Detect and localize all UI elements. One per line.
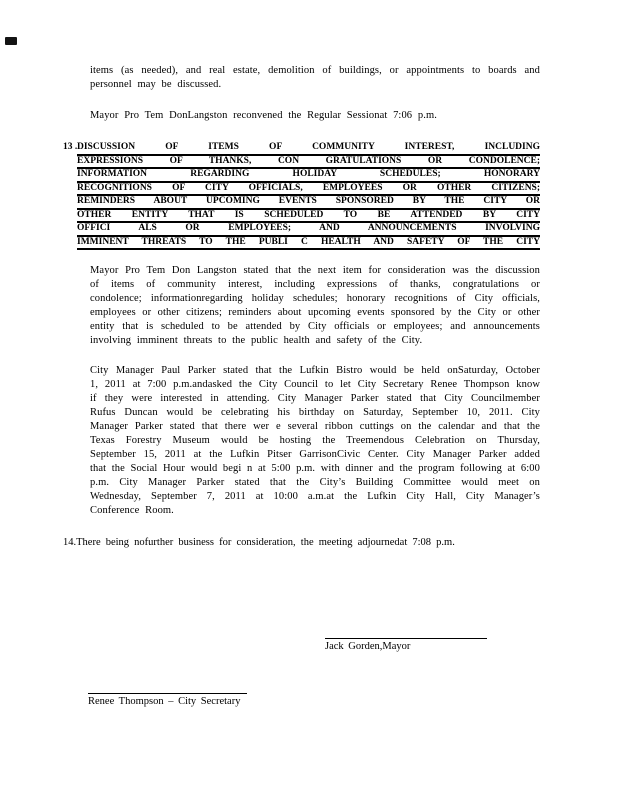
agenda-item-14 [63,536,563,550]
secretary-signature-block [88,693,247,708]
text-line: 1, 2011 at 7:00 p.m.andasked the City Council to let City Secretary Renee Thompson know [90,379,540,390]
heading-line: INFORMATION REGARDING HOLIDAY SCHEDULES; HONORARY [77,169,540,183]
text-line: Mayor Pro Tem Don Langston stated that the next item for consideration was the discussion [90,265,540,276]
intro-paragraph [90,64,540,92]
discussion-paragraph [90,264,540,348]
text-line: entity that is scheduled to be attended by City officials or employees; and announcements [90,321,540,332]
secretary-signature-caption: Renee Thompson – City Secretary [88,696,241,707]
text-line: September 15, 2011 at the Lufkin Pitser GarrisonCivic Center. City Manager Parker added [90,449,540,460]
scan-artifact-mark [5,37,17,45]
heading-line: EXPRESSIONS OF THANKS, CON GRATULATIONS OR CONDOLENCE; [77,156,540,170]
heading-line-text: DISCUSSION OF ITEMS OF COMMUNITY INTEREST, INCLUDING [77,142,540,156]
heading-line: OFFICI ALS OR EMPLOYEES; AND ANNOUNCEMENTS INVOLVING [77,223,540,237]
text-line: items (as needed), and real estate, demolition of buildings, or appointments to boards and [90,65,540,76]
item-number: 13 . [63,142,78,152]
text-line: if they were interested in attending. City Manager Parker stated that City Councilmember [90,393,540,404]
text-line: Manager Parker stated that there wer e several ribbon cuttings on the calendar and that the [90,421,540,432]
text-line: Texas Forestry Museum would be hosting the Treemendous Celebration on Thursday, [90,435,540,446]
heading-line: REMINDERS ABOUT UPCOMING EVENTS SPONSORED BY THE CITY OR [77,196,540,210]
item-number: 14. [63,537,77,548]
text-line: that the Social Hour would begi n at 5:00 p.m. with dinner and the program following at 6:00 [90,463,540,474]
text-line: personnel may be discussed. [90,79,222,90]
agenda-item-13-heading [63,142,540,250]
heading-line: OTHER ENTITY THAT IS SCHEDULED TO BE ATTENDED BY CITY [77,210,540,224]
text-line: Wednesday, September 7, 2011 at 10:00 a.m.at the Lufkin City Hall, City Manager’s [90,491,540,502]
heading-line: RECOGNITIONS OF CITY OFFICIALS, EMPLOYEES OR OTHER CITIZENS; [77,183,540,197]
text-line: Rufus Duncan would be celebrating his birthday on Saturday, September 10, 2011. City [90,407,540,418]
text-line: involving imminent threats to the public health and safety of the City. [90,335,423,346]
city-manager-paragraph [90,364,540,518]
adjournment-text: There being nofurther business for consideration, the meeting adjournedat 7:08 p.m. [76,537,455,548]
mayor-signature-block [325,638,487,653]
text-line: City Manager Paul Parker stated that the Lufkin Bistro would be held onSaturday, October [90,365,540,376]
mayor-signature-caption: Jack Gorden,Mayor [325,641,411,652]
text-line: p.m. City Manager Parker stated that the City’s Building Committee would meet on [90,477,540,488]
text-line: condolence; informationregarding holiday schedules; honorary recognitions of City officials, [90,293,540,304]
heading-line: IMMINENT THREATS TO THE PUBLI C HEALTH AND SAFETY OF THE CITY [77,237,540,251]
text-line: employees or other citizens; reminders about upcoming events sponsored by the City or other [90,307,540,318]
reconvene-line: Mayor Pro Tem DonLangston reconvened the Regular Sessionat 7:06 p.m. [90,110,437,121]
text-line: Conference Room. [90,505,174,516]
heading-line [63,142,540,156]
text-line: of items of community interest, including expressions of thanks, congratulations or [90,279,540,290]
